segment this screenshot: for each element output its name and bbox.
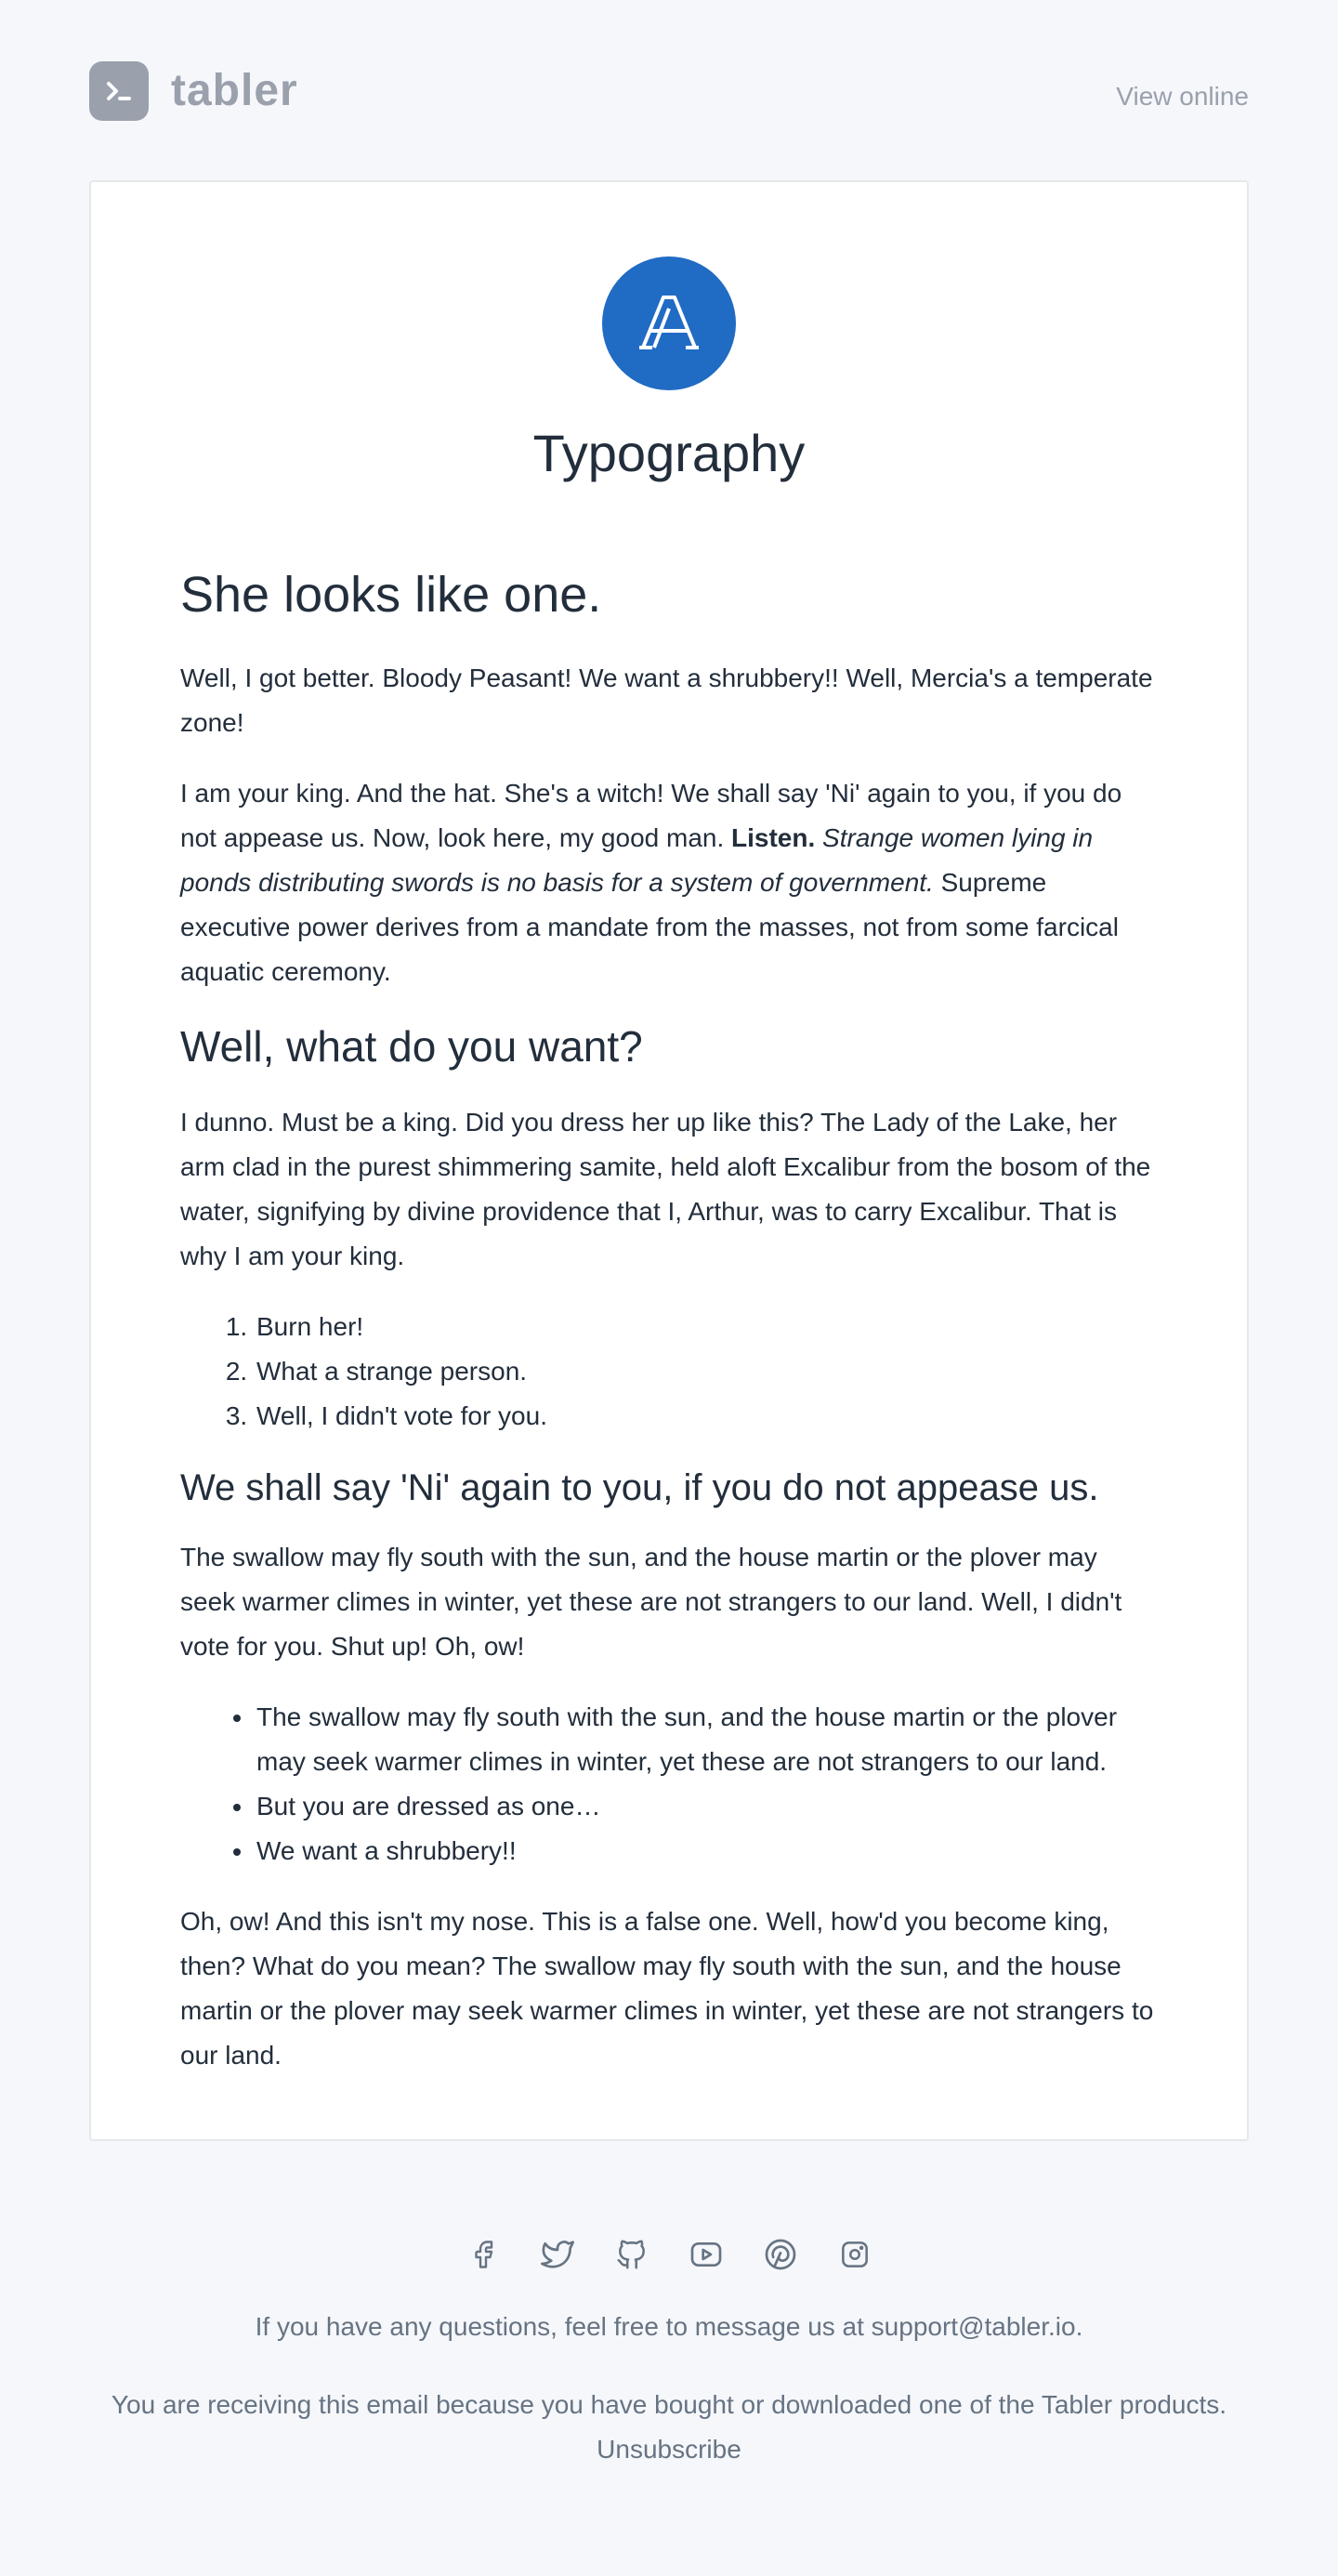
paragraph-3: I dunno. Must be a king. Did you dress her up like this? The Lady of the Lake, her arm clad in the purest shimmering samite, held aloft Excalibur from the bosom of the water, signifying by divine providence that I, Arthur, was to carry Excalibur. That is why I am your king.: [180, 1108, 1151, 1270]
brand-name: tabler: [171, 66, 298, 115]
list-item: • But you are dressed as one…: [255, 1784, 1158, 1829]
heading-2: Well, what do you want?: [180, 1022, 643, 1071]
paragraph-5: Oh, ow! And this isn't my nose. This is a false one. Well, how'd you become king, then? What do you mean? The swallow may fly south with the sun, and the house martin or the plover may seek warmer climes in winter, yet these are not strangers to our land.: [180, 1907, 1154, 2070]
email-card: [89, 180, 1249, 2141]
list-item: • The swallow may fly south with the sun, and the house martin or the plover may seek warmer climes in winter, yet these are not strangers to our land.: [255, 1695, 1158, 1784]
bold-text: Listen.: [731, 823, 816, 852]
support-text: If you have any questions, feel free to message us at support@tabler.io.: [255, 2312, 1083, 2341]
pinterest-icon[interactable]: [762, 2236, 799, 2273]
italic-text: Strange women lying in ponds distributing swords is no basis for a system of government.: [180, 823, 1094, 897]
list-item: 2. What a strange person.: [255, 1349, 1158, 1394]
heading-1: She looks like one.: [180, 567, 602, 623]
receipt-reason: You are receiving this email because you have bought or downloaded one of the Tabler products.: [111, 2390, 1227, 2419]
facebook-icon[interactable]: [465, 2236, 502, 2273]
github-icon[interactable]: [613, 2236, 650, 2273]
paragraph-4: The swallow may fly south with the sun, and the house martin or the plover may seek warmer climes in winter, yet these are not strangers to our land. Well, I didn't vote for you. Shut up! Oh, ow!: [180, 1543, 1122, 1661]
paragraph-1: Well, I got better. Bloody Peasant! We want a shrubbery!! Well, Mercia's a temperate zone!: [180, 664, 1153, 737]
twitter-icon[interactable]: [539, 2236, 576, 2273]
hero-title: Typography: [532, 424, 806, 482]
terminal-icon: [89, 61, 149, 121]
brand-logo[interactable]: [89, 61, 298, 121]
paragraph-2: [180, 771, 1158, 994]
list-item: • We want a shrubbery!!: [255, 1829, 1158, 1873]
list-item: 1. Burn her!: [255, 1305, 1158, 1349]
typography-icon: [602, 256, 736, 390]
view-online-link[interactable]: View online: [1116, 82, 1249, 111]
heading-3: We shall say 'Ni' again to you, if you do not appease us.: [180, 1467, 1099, 1508]
unsubscribe-link[interactable]: Unsubscribe: [597, 2435, 741, 2464]
bullet-list: [255, 1695, 1158, 1873]
article-body: [180, 565, 1158, 2078]
email-header: [89, 0, 1249, 180]
list-item: 3. Well, I didn't vote for you.: [255, 1394, 1158, 1439]
youtube-icon[interactable]: [688, 2236, 725, 2273]
hero: [180, 182, 1158, 483]
email-footer: [89, 2141, 1249, 2472]
instagram-icon[interactable]: [836, 2236, 873, 2273]
ordered-list: [255, 1305, 1158, 1439]
paragraph-2-start: I am your king. And the hat. She's a witch! We shall say 'Ni' again to you, if you do not appease us. Now, look here, my good man.: [180, 779, 1122, 852]
paragraph-2-end: Supreme executive power derives from a mandate from the masses, not from some farcical aquatic ceremony.: [180, 868, 1119, 986]
social-links: [89, 2236, 1249, 2273]
